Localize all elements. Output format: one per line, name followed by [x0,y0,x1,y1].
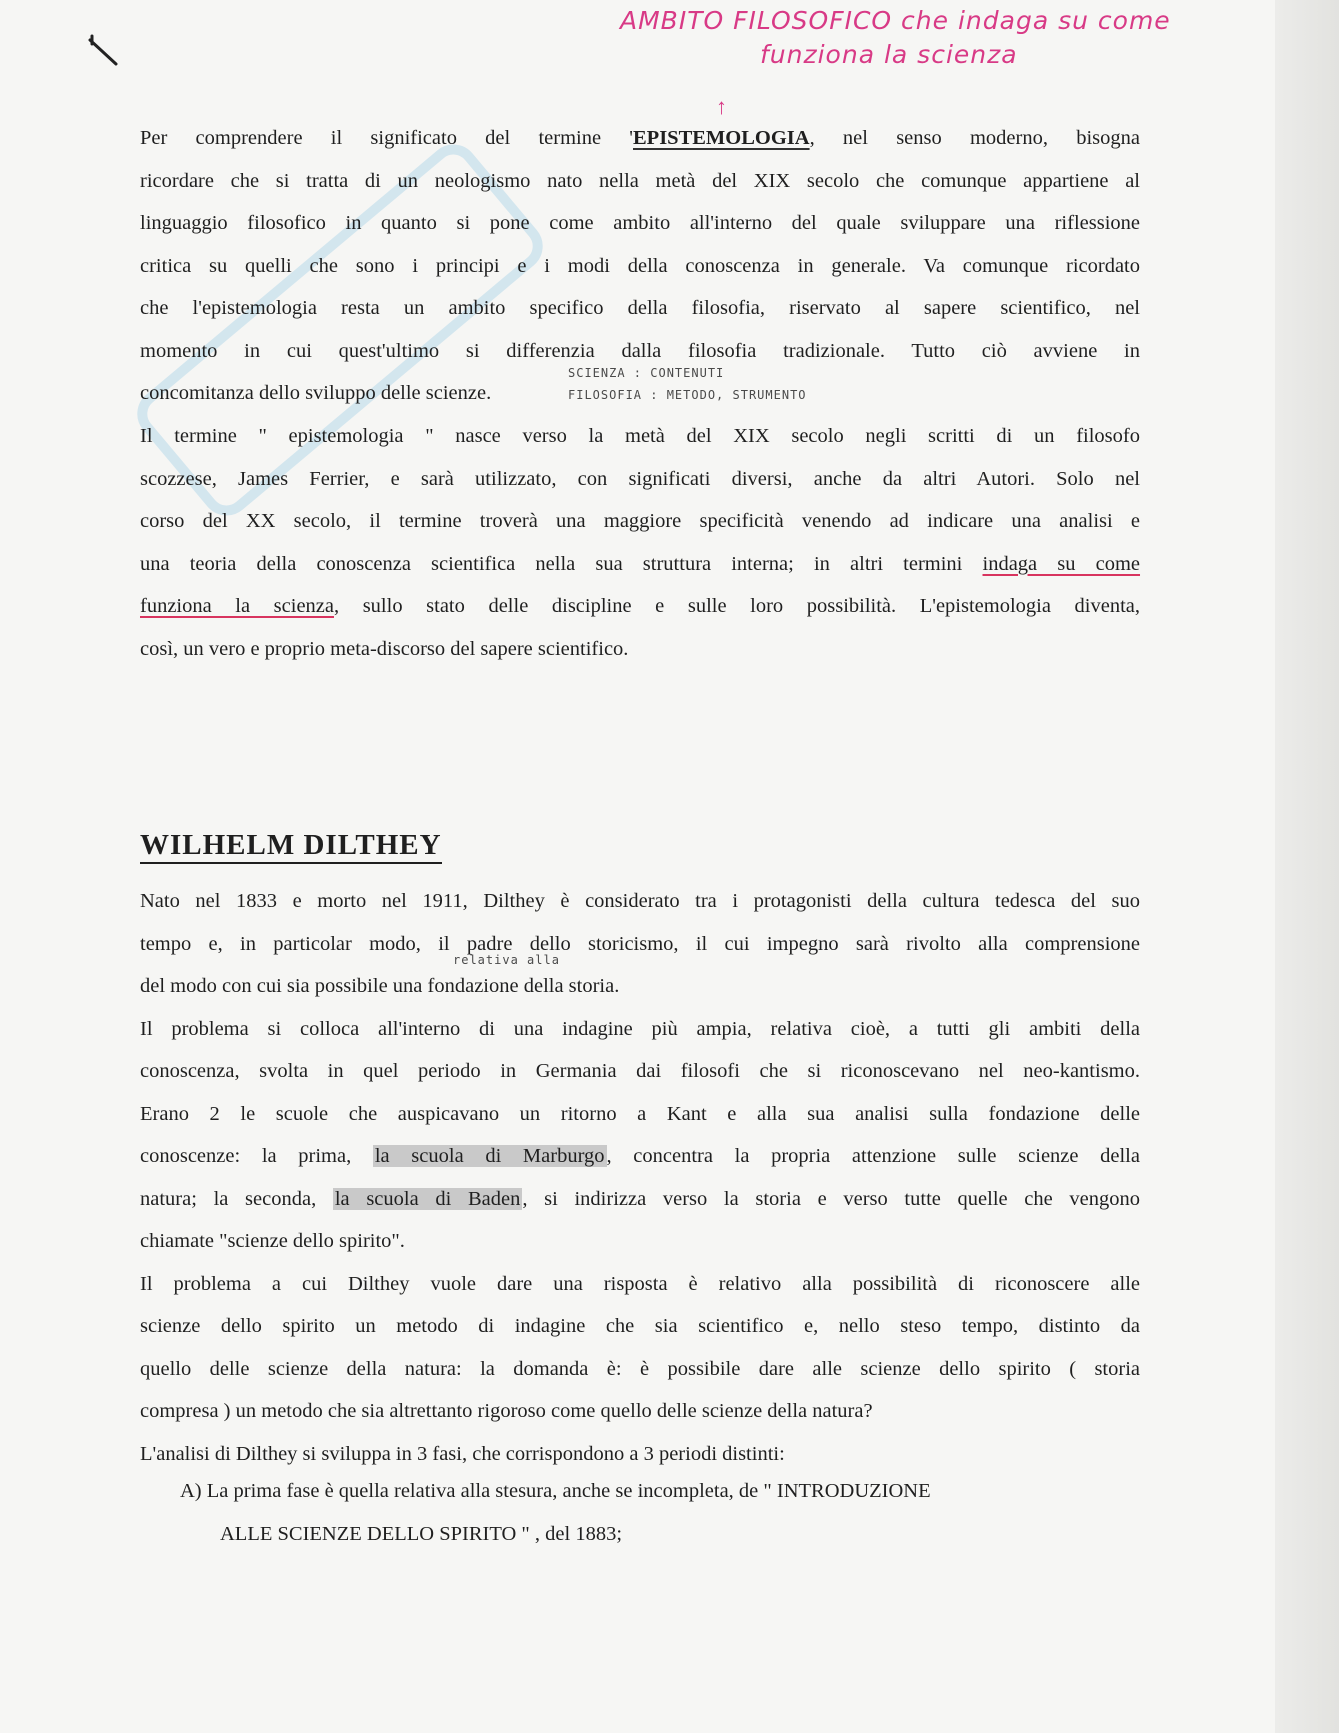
text-line: momento in cui quest'ultimo si differenzia dalla filosofia tradizionale. Tutto ciò avviene in [140,339,1140,362]
page-edge-shadow [1275,0,1339,1733]
paragraph-epistemologia-origin [140,415,1140,670]
text-line: Nato nel 1833 e morto nel 1911, Dilthey è considerato tra i protagonisti della cultura tedesca del suo [140,890,1140,912]
highlight-baden: la scuola di Baden [334,1187,521,1210]
list-item-a-line1: A) La prima fase è quella relativa alla stesura, anche se incompleta, de " INTRODUZIONE [180,1480,931,1502]
text-line: Il termine " epistemologia " nasce verso la metà del XIX secolo negli scritti di un filosofo [140,425,1140,447]
text-line: una teoria della conoscenza scientifica nella sua struttura interna; in altri termini indaga su come [140,552,1141,575]
paragraph-dilthey [140,880,1140,1475]
text-line: Il problema si colloca all'interno di una indagine più ampia, relativa cioè, a tutti gli ambiti della [140,1017,1140,1040]
handwritten-note-filosofia: FILOSOFIA : METODO, STRUMENTO [568,388,807,402]
text-line: Per comprendere il significato del termine 'EPISTEMOLOGIA, nel senso moderno, bisogna [140,127,1140,149]
text-line: del modo con cui sia possibile una fondazione della storia. [140,975,620,997]
text-line: quello delle scienze della natura: la domanda è: è possibile dare alle scienze dello spirito ( storia [140,1357,1140,1380]
text-line: ricordare che si tratta di un neologismo nato nella metà del XIX secolo che comunque appartiene al [140,169,1140,192]
text-line: critica su quelli che sono i principi e i modi della conoscenza in generale. Va comunque ricordato [140,254,1140,277]
text-line: compresa ) un metodo che sia altrettanto rigoroso come quello delle scienze della natura? [140,1400,873,1422]
margin-note-line1: AMBITO FILOSOFICO che indaga su come [620,6,1171,35]
highlight-marburgo: la scuola di Marburgo [374,1145,605,1167]
list-item-a-line2: ALLE SCIENZE DELLO SPIRITO " , del 1883; [220,1522,623,1545]
text-line: L'analisi di Dilthey si sviluppa in 3 fasi, che corrispondono a 3 periodi distinti: [140,1442,785,1465]
text-line: scienze dello spirito un metodo di indagine che sia scientifico e, nello steso tempo, distinto da [140,1315,1140,1337]
term-epistemologia: EPISTEMOLOGIA [633,127,810,149]
text-line: Erano 2 le scuole che auspicavano un ritorno a Kant e alla sua analisi sulla fondazione delle [140,1102,1140,1125]
highlight-funziona: funziona la scienza [140,595,334,617]
text-line: tempo e, in particolar modo, il padre dello storicismo, il cui impegno sarà rivolto alla comprensione [140,932,1140,955]
text-line: scozzese, James Ferrier, e sarà utilizzato, con significati diversi, anche da altri Autori. Solo nel [140,467,1140,490]
handwritten-note-relativa: relativa alla [453,953,560,967]
highlight-indaga: indaga su come [982,552,1141,575]
handwritten-note-scienza: SCIENZA : CONTENUTI [568,366,725,380]
text-line: corso del XX secolo, il termine troverà una maggiore specificità venendo ad indicare una analisi e [140,510,1140,532]
section-heading-dilthey: WILHELM DILTHEY [140,828,442,864]
text-line: funziona la scienza, sullo stato delle discipline e sulle loro possibilità. L'epistemologia diventa, [140,595,1140,617]
text-line: concomitanza dello sviluppo delle scienze. [140,382,492,404]
text-line: conoscenze: la prima, la scuola di Marburgo, concentra la propria attenzione sulle scienze della [140,1145,1140,1167]
text-line: Il problema a cui Dilthey vuole dare una risposta è relativo alla possibilità di riconoscere alle [140,1272,1140,1295]
list-item-a [180,1470,1140,1555]
text-line: così, un vero e proprio meta-discorso del sapere scientifico. [140,637,629,660]
text-line: chiamate "scienze dello spirito". [140,1230,405,1252]
text-line: natura; la seconda, la scuola di Baden, si indirizza verso la storia e verso tutte quelle che vengono [140,1187,1140,1210]
arrow-annotation: ↑ [716,94,727,119]
text-line: conoscenza, svolta in quel periodo in Germania dai filosofi che si riconoscevano nel neo-kantismo. [140,1060,1140,1082]
text-line: che l'epistemologia resta un ambito specifico della filosofia, riservato al sapere scientifico, nel [140,297,1140,319]
margin-note-line2: funziona la scienza [760,40,1018,69]
text-line: linguaggio filosofico in quanto si pone come ambito all'interno del quale sviluppare una riflessione [140,212,1140,234]
